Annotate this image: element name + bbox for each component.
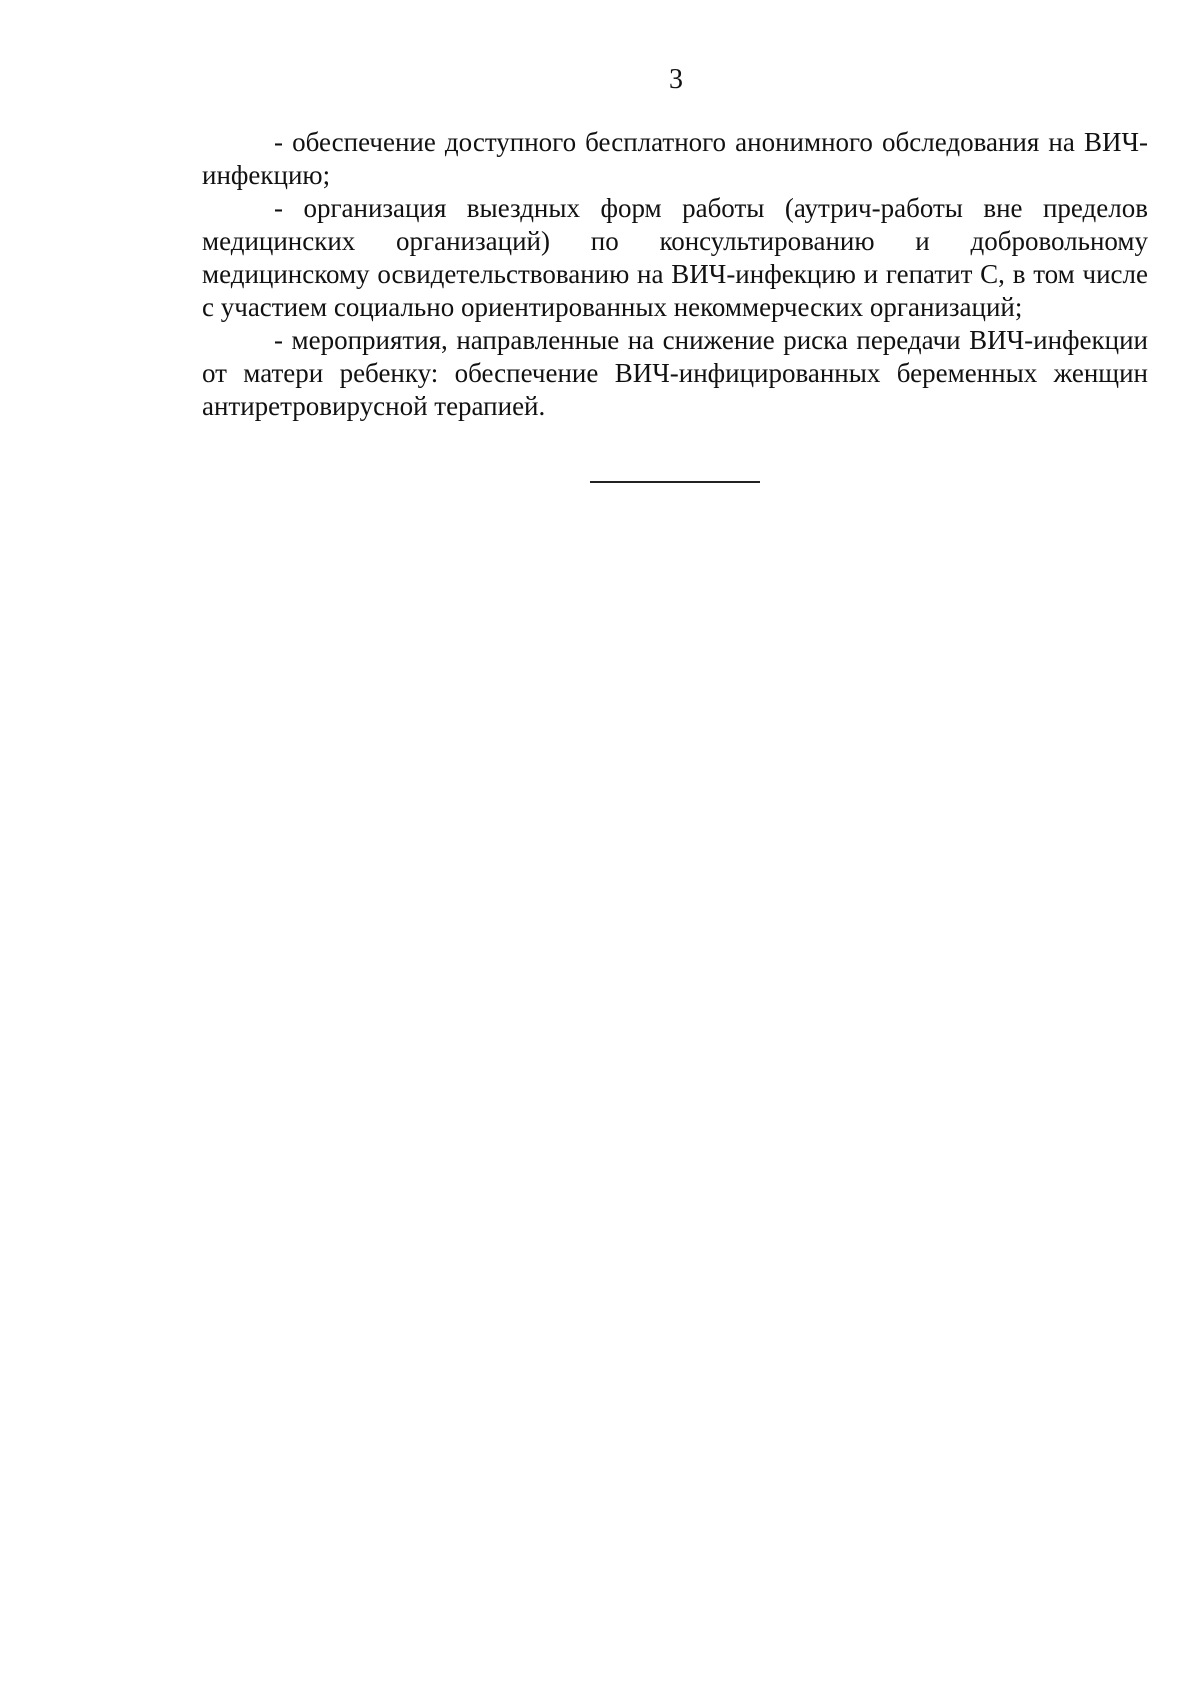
page-number: 3: [669, 64, 683, 95]
list-item-mother-to-child-prevention: - мероприятия, направленные на снижение риска передачи ВИЧ-инфекции от матери ребенку: обеспечение ВИЧ-инфицированных беременных женщин антиретровирусной терапией.: [202, 325, 1148, 421]
list-item-anonymous-testing: - обеспечение доступного бесплатного анонимного обследования на ВИЧ-инфекцию;: [202, 127, 1148, 190]
end-of-document-rule: [590, 481, 760, 483]
list-item-outreach-work: - организация выездных форм работы (аутрич-работы вне пределов медицинских организаций) по консультированию и добровольному медицинскому освидетельствованию на ВИЧ-инфекцию и гепатит С, в том числе с участием социально ориентированных некоммерческих организаций;: [202, 193, 1148, 322]
document-body: [202, 126, 1148, 423]
